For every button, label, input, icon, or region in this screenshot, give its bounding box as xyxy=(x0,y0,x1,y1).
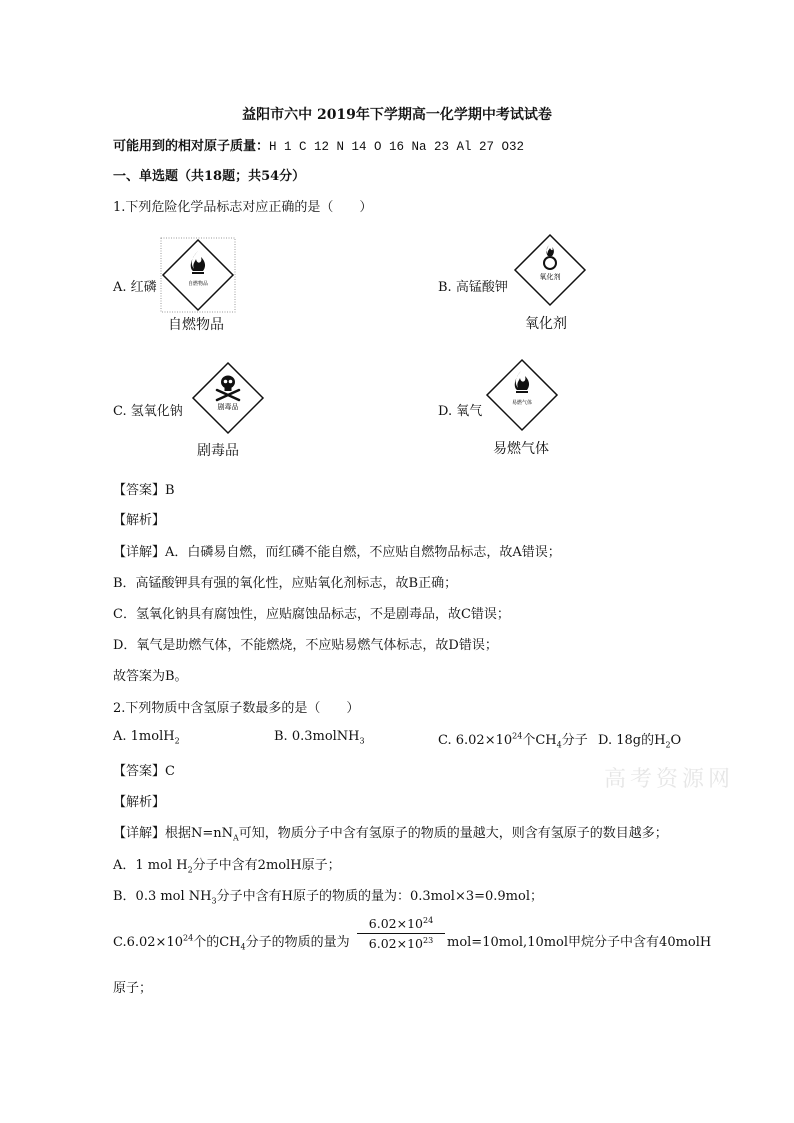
q2-option-a: A. 1molH$_2$ xyxy=(113,729,180,746)
fraction-numerator: $6.02\times 10^{24}$ xyxy=(368,915,434,931)
q2-line-a: A．1 mol $H_2$分子中含有2molH原子； xyxy=(113,858,341,875)
fraction-denominator: $6.02\times 10^{23}$ xyxy=(368,935,434,951)
q2-line-c-cont: 原子； xyxy=(113,981,153,996)
page-title: 益阳市六中 2019年下学期高一化学期中考试试卷 xyxy=(242,107,552,123)
watermark: 高考资源网 xyxy=(604,767,735,792)
caption-a: 自燃物品 xyxy=(168,317,224,333)
q2-analysis-head: 【解析】 xyxy=(113,795,166,810)
q1-option-a: A. 红磷 xyxy=(113,280,157,295)
q2-answer: 【答案】C xyxy=(113,764,175,779)
sign-text: 自燃物品 xyxy=(187,281,209,287)
caption-d: 易燃气体 xyxy=(493,441,549,457)
hazard-sign-c xyxy=(190,360,266,436)
caption-c: 剧毒品 xyxy=(197,443,239,459)
q1-analysis-line: D．氧气是助燃气体，不能燃烧，不应贴易燃气体标志，故D错误； xyxy=(113,638,498,653)
q1-option-d: D. 氧气 xyxy=(438,404,483,419)
q1-analysis-line: C．氢氧化钠具有腐蚀性，应贴腐蚀品标志，不是剧毒品，故C错误； xyxy=(113,607,510,622)
atomic-mass-label: 可能用到的相对原子质量： xyxy=(113,139,270,154)
q1-analysis-line: 故答案为B。 xyxy=(113,669,188,684)
q2-option-c: C. $6.02\times 10^{24}$个$CH_4$分子 xyxy=(438,731,588,750)
q1-option-b: B. 高锰酸钾 xyxy=(438,280,508,295)
q1-analysis-line: 【详解】A．白磷易自燃，而红磷不能自燃，不应贴自燃物品标志，故A错误； xyxy=(113,545,561,560)
q2-line-b: B．0.3 mol $NH_3$分子中含有H原子的物质的量为：0.3mol×3=0.9mol； xyxy=(113,889,543,906)
q2-stem: 2.下列物质中含氢原子数最多的是（ ） xyxy=(113,701,360,716)
sign-text: 剧毒品 xyxy=(217,403,239,411)
q2-line-c: $C.6.02\times 10^{24}$个的$CH_4$分子的物质的量为 xyxy=(113,933,350,952)
fraction xyxy=(357,916,445,951)
hazard-sign-d xyxy=(484,357,560,433)
caption-b: 氧化剂 xyxy=(525,316,567,332)
q1-option-c: C. 氢氧化钠 xyxy=(113,404,183,419)
hazard-sign-a xyxy=(160,237,236,313)
q1-analysis-head: 【解析】 xyxy=(113,513,166,528)
sign-text: 氧化剂 xyxy=(539,273,561,281)
q2-option-d: D. 18g的$H_2O$ xyxy=(598,733,682,750)
atomic-mass-values: H 1 C 12 N 14 O 16 Na 23 Al 27 O32 xyxy=(269,140,525,154)
sign-text: 易燃气体 xyxy=(511,400,533,406)
atomic-mass-line xyxy=(113,135,524,154)
q1-stem: 1.下列危险化学品标志对应正确的是（ ） xyxy=(113,200,373,215)
q1-analysis-line: B．高锰酸钾具有强的氧化性，应贴氧化剂标志，故B正确； xyxy=(113,576,458,591)
q2-line-c-tail: mol=10mol,10mol甲烷分子中含有40molH xyxy=(447,935,712,950)
q1-answer: 【答案】B xyxy=(113,483,175,498)
fraction-bar xyxy=(357,933,445,934)
q2-detail: 【详解】根据$N=nN_A$可知，物质分子中含有氢原子的物质的量越大，则含有氢原子的数目越多； xyxy=(113,826,668,843)
hazard-sign-b xyxy=(512,232,588,308)
q2-option-b: B. 0.3molNH$_3$ xyxy=(274,729,365,746)
section-heading: 一、单选题（共18题；共54分） xyxy=(113,169,306,184)
